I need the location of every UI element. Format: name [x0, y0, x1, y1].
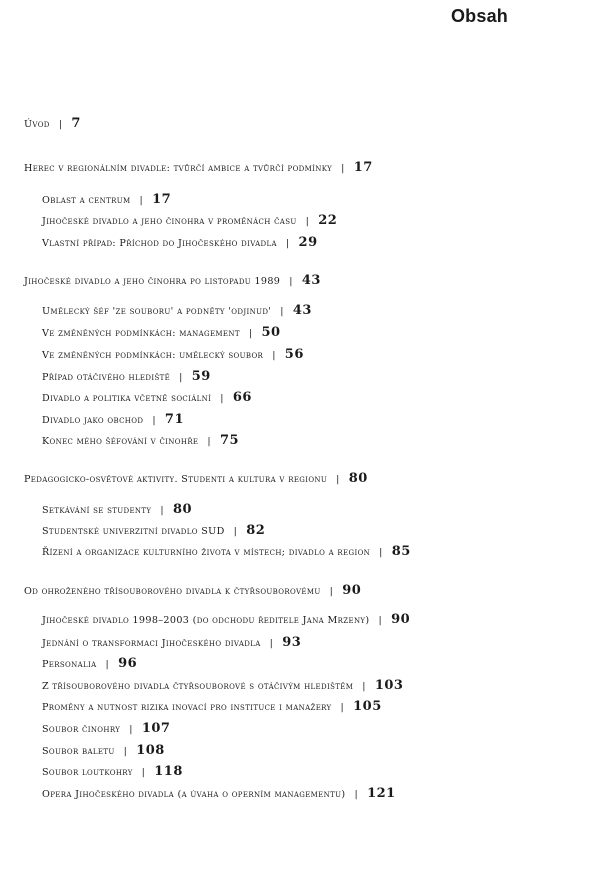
- toc-separator: |: [289, 276, 293, 287]
- toc-page-number: 7: [71, 116, 81, 131]
- toc-subentry: [42, 390, 252, 407]
- toc-page-number: 43: [301, 273, 321, 288]
- toc-separator: |: [336, 474, 340, 485]
- toc-separator: |: [285, 238, 290, 249]
- toc-separator: |: [248, 328, 253, 339]
- toc-entry-title: Personalia: [42, 659, 97, 670]
- toc-page-number: 108: [136, 743, 165, 758]
- toc-chapter-entry: [24, 160, 373, 177]
- toc-entry-title: Opera Jihočeského divadla (a úvaha o operním managementu): [42, 789, 346, 800]
- toc-page-number: 80: [172, 502, 193, 517]
- toc-separator: |: [179, 372, 183, 383]
- toc-separator: |: [354, 789, 359, 800]
- toc-subentry: [42, 743, 165, 760]
- toc-entry-title: Soubor loutkohry: [42, 767, 133, 778]
- toc-entry-title: Divadlo jako obchod: [42, 415, 144, 426]
- toc-entry-title: Soubor baletu: [42, 746, 115, 757]
- toc-subentry: [42, 523, 265, 540]
- toc-entry-title: Konec mého šéfování v činohře: [42, 436, 199, 447]
- page-title: Obsah: [450, 6, 508, 26]
- toc-subentry: [42, 764, 183, 781]
- toc-entry-title: Od ohroženého třísouborového divadla k čtyřsouborovému: [24, 586, 321, 597]
- toc-separator: |: [340, 702, 345, 713]
- toc-separator: |: [160, 505, 164, 516]
- toc-separator: |: [129, 724, 133, 735]
- toc-page-number: 82: [246, 523, 266, 538]
- toc-subentry: [42, 656, 137, 673]
- toc-page-number: 22: [318, 213, 338, 228]
- toc-subentry: [42, 303, 312, 320]
- toc-entry-title: Jihočeské divadlo a jeho činohra v proměnách času: [42, 216, 297, 227]
- toc-page-number: 50: [261, 325, 281, 340]
- toc-separator: |: [220, 393, 224, 404]
- toc-page-number: 90: [391, 612, 411, 627]
- toc-page-number: 105: [353, 699, 382, 714]
- toc-page-number: 80: [348, 471, 368, 486]
- toc-subentry: [42, 325, 281, 342]
- toc-separator: |: [280, 306, 284, 317]
- toc-entry-title: Úvod: [24, 119, 50, 130]
- toc-entry-title: Řízení a organizace kulturního života v místech; divadlo a region: [42, 547, 371, 558]
- toc-page-number: 93: [282, 635, 302, 650]
- toc-subentry: [42, 412, 184, 429]
- toc-separator: |: [58, 119, 63, 130]
- toc-separator: |: [269, 638, 274, 649]
- toc-entry-title: Setkávání se studenty: [42, 505, 152, 516]
- toc-separator: |: [207, 436, 211, 447]
- toc-page-number: 71: [164, 412, 184, 427]
- toc-separator: |: [379, 547, 383, 558]
- toc-chapter-entry: [24, 116, 81, 133]
- toc-entry-title: Divadlo a politika včetně sociální: [42, 393, 212, 404]
- toc-separator: |: [305, 216, 310, 227]
- toc-entry-title: Studentské univerzitní divadlo SUD: [42, 526, 225, 537]
- toc-entry-title: Jednání o transformaci Jihočeského divadla: [42, 638, 261, 649]
- toc-subentry: [42, 678, 403, 695]
- toc-separator: |: [341, 163, 345, 174]
- toc-chapter-entry: [24, 583, 361, 600]
- toc-page-number: 59: [191, 369, 211, 384]
- toc-separator: |: [378, 615, 383, 626]
- toc-entry-title: Oblast a centrum: [42, 195, 131, 206]
- toc-entry-title: Pedagogicko-osvětové aktivity. Studenti a kultura v regionu: [24, 474, 328, 485]
- toc-entry-title: Případ otáčivého hlediště: [42, 372, 171, 383]
- toc-page-number: 121: [367, 786, 396, 801]
- toc-entry-title: Herec v regionálním divadle: tvůrčí ambice a tvůrčí podmínky: [24, 163, 333, 174]
- toc-entry-title: Umělecký šéf 'ze souboru' a podněty 'odjinud': [42, 306, 272, 317]
- toc-page-number: 75: [220, 433, 240, 448]
- toc-entry-title: Ve změněných podmínkách: management: [42, 328, 240, 339]
- toc-separator: |: [233, 526, 238, 537]
- toc-entry-title: Vlastní případ: Příchod do Jihočeského divadla: [42, 238, 277, 249]
- toc-page-number: 66: [232, 390, 252, 405]
- toc-page-number: 17: [353, 160, 373, 175]
- toc-subentry: [42, 721, 170, 738]
- toc-page-number: 96: [118, 656, 138, 671]
- toc-entry-title: Ve změněných podmínkách: umělecký soubor: [42, 350, 264, 361]
- toc-separator: |: [362, 681, 366, 692]
- toc-page-number: 118: [154, 764, 183, 779]
- toc-separator: |: [123, 746, 128, 757]
- toc-subentry: [42, 213, 337, 230]
- toc-page-number: 103: [374, 678, 404, 693]
- toc-entry-title: Proměny a nutnost rizika inovací pro instituce i manažery: [42, 702, 332, 713]
- toc-page-number: 29: [298, 235, 318, 250]
- toc-subentry: [42, 502, 192, 519]
- toc-chapter-entry: [24, 273, 321, 290]
- toc-entry-title: Soubor činohry: [42, 724, 121, 735]
- toc-page-number: 90: [342, 583, 362, 598]
- toc-separator: |: [105, 659, 110, 670]
- toc-subentry: [42, 433, 239, 450]
- toc-entry-title: Jihočeské divadlo 1998–2003 (do odchodu ředitele Jana Mrzeny): [42, 615, 370, 626]
- toc-page-number: 43: [292, 303, 312, 318]
- toc-page-number: 56: [284, 347, 304, 362]
- toc-subentry: [42, 347, 304, 364]
- toc-chapter-entry: [24, 471, 368, 488]
- toc-page-number: 85: [391, 544, 411, 559]
- toc-entry-title: Jihočeské divadlo a jeho činohra po listopadu 1989: [24, 276, 281, 287]
- toc-subentry: [42, 635, 301, 652]
- toc-separator: |: [329, 586, 334, 597]
- toc-subentry: [42, 699, 382, 716]
- toc-subentry: [42, 612, 410, 629]
- toc-subentry: [42, 369, 211, 386]
- toc-separator: |: [152, 415, 156, 426]
- toc-subentry: [42, 235, 318, 252]
- toc-subentry: [42, 544, 411, 561]
- toc-page-number: 17: [152, 192, 172, 207]
- toc-separator: |: [141, 767, 146, 778]
- toc-page-number: 107: [141, 721, 171, 736]
- toc-subentry: [42, 786, 396, 803]
- toc-subentry: [42, 192, 171, 209]
- toc-separator: |: [139, 195, 144, 206]
- toc-entry-title: Z třísouborového divadla čtyřsouborové s otáčivým hledištěm: [42, 681, 354, 692]
- toc-separator: |: [272, 350, 276, 361]
